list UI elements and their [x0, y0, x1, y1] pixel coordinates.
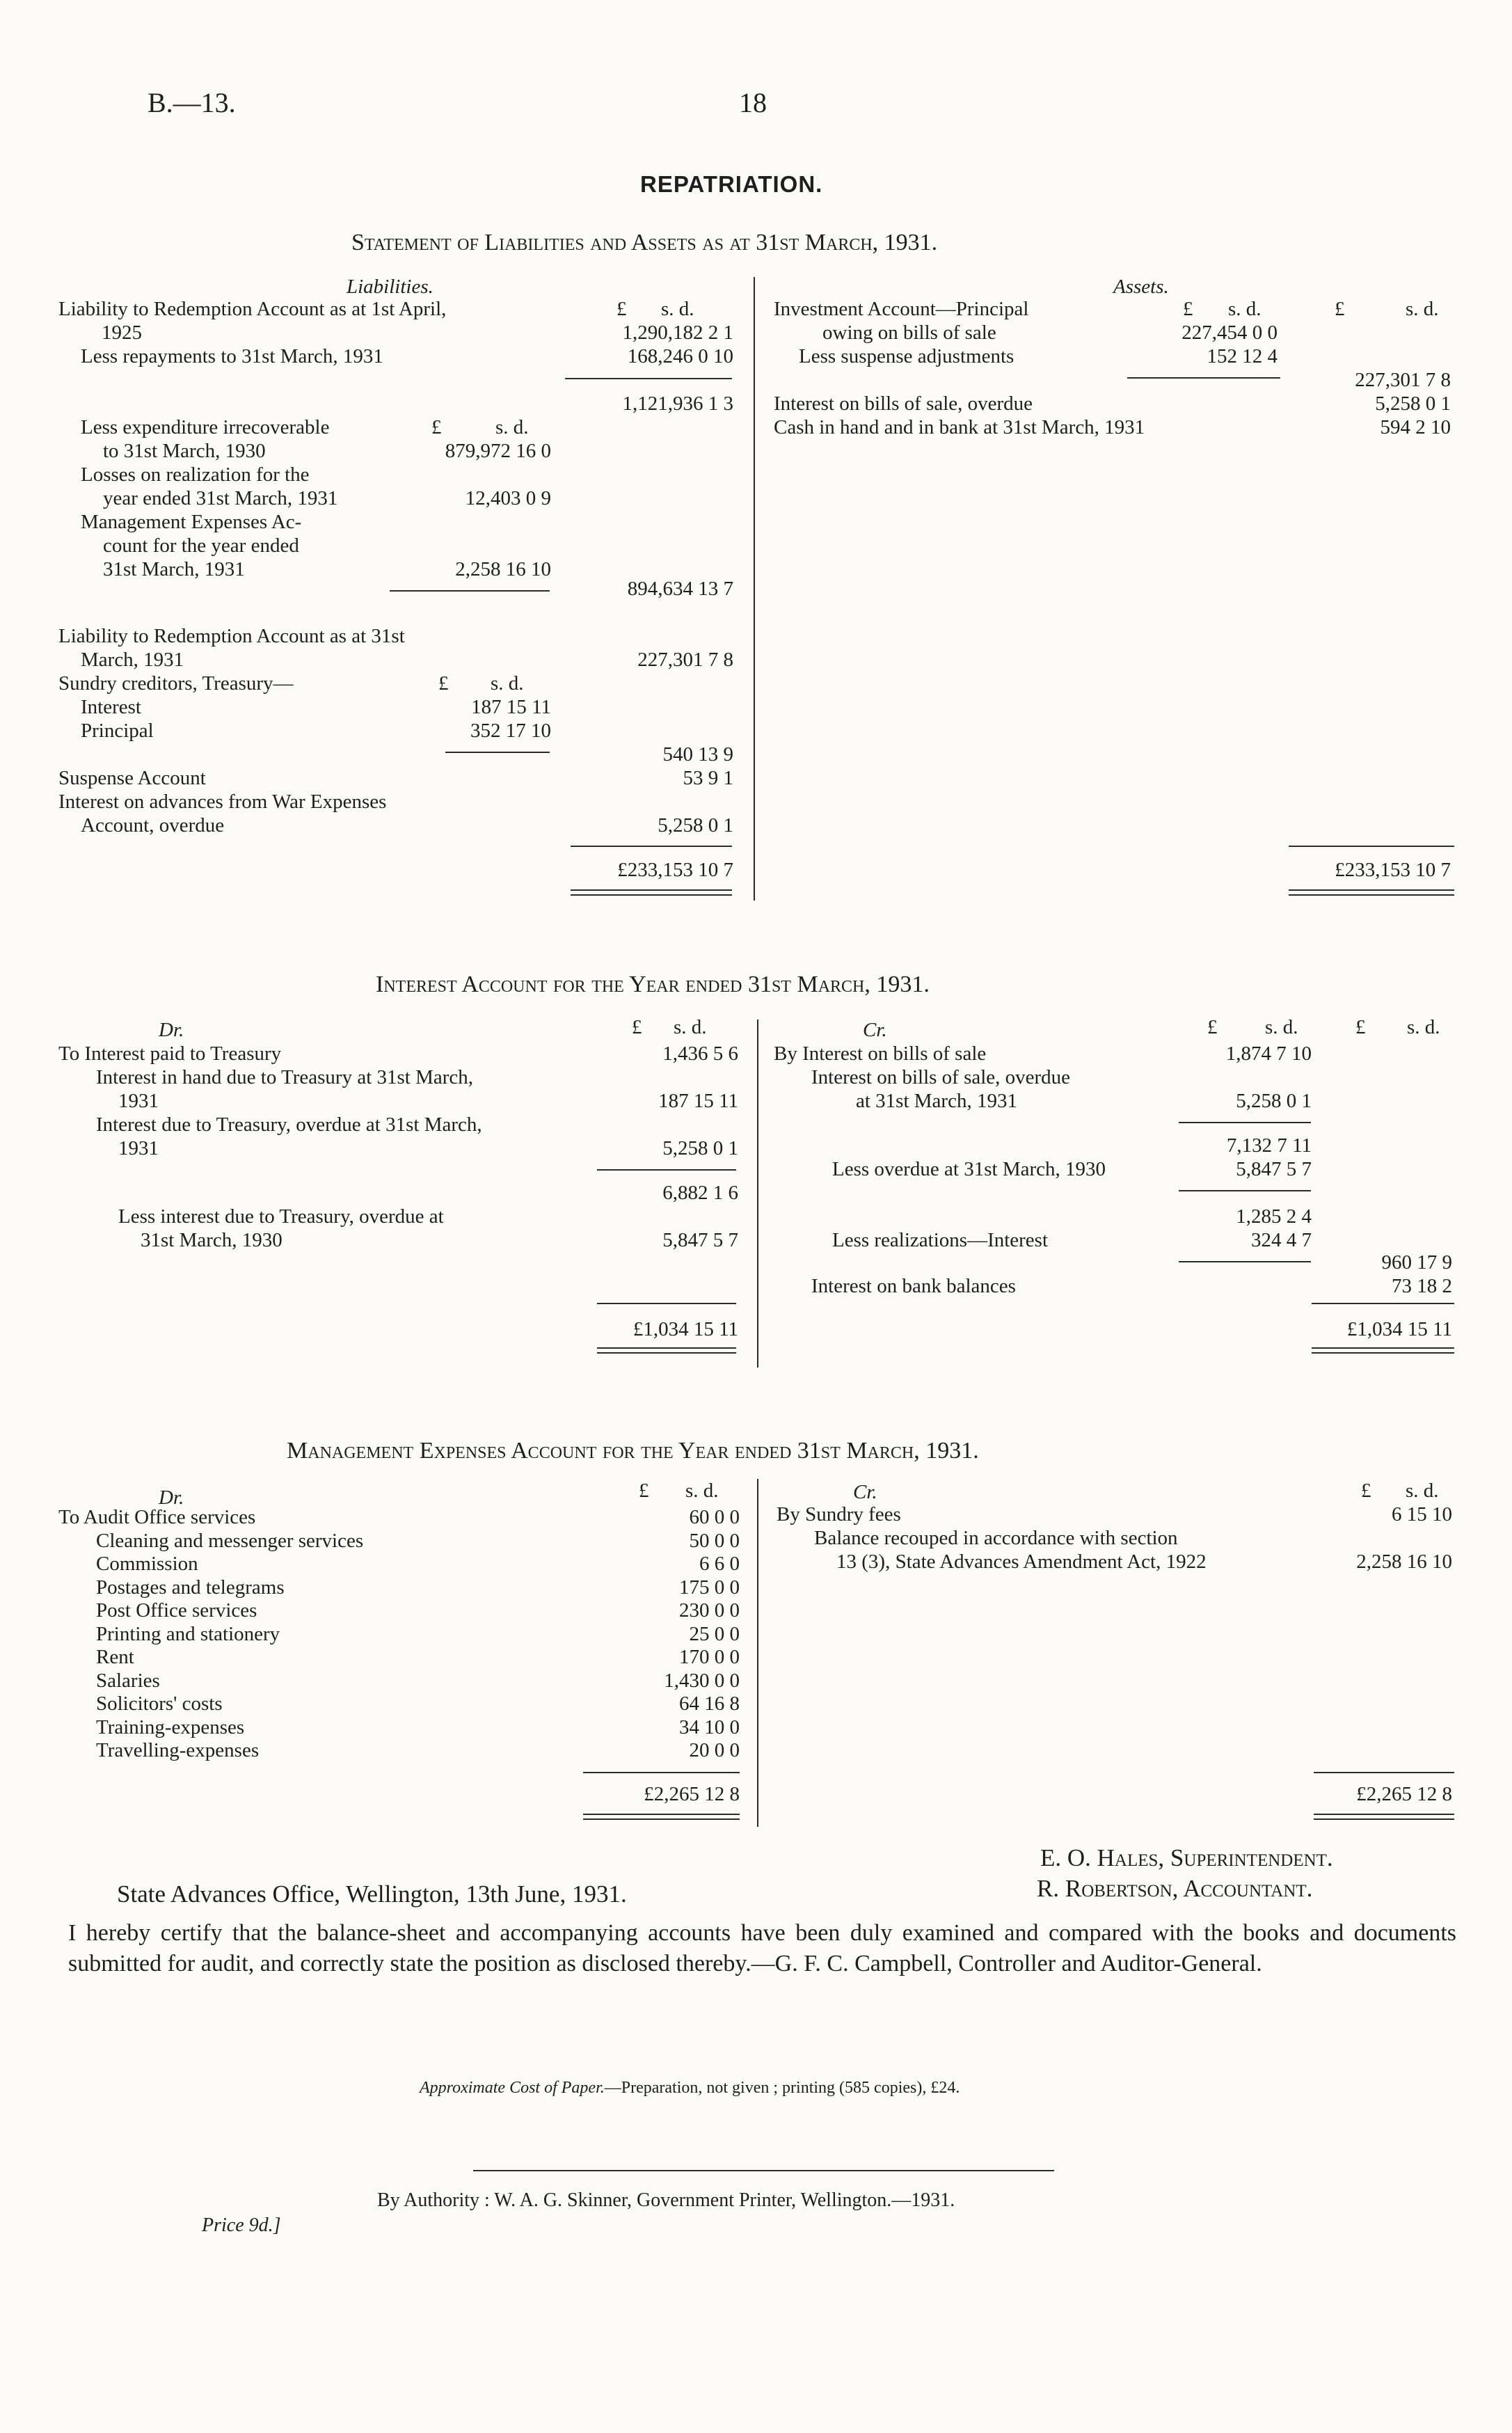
liab-exp-sd: s. d. [495, 416, 529, 438]
cost-text: —Preparation, not given ; printing (585 copies), £24. [604, 2079, 960, 2097]
mgmt-dr-item-amount: 1,430 0 0 [664, 1670, 740, 1692]
mgmt-dr-item-label: To Audit Office services [58, 1506, 256, 1528]
document-code: B.—13. [148, 87, 236, 118]
asset-sd-header-1: s. d. [1228, 298, 1262, 320]
mgmt-dr-item-label: Post Office services [96, 1599, 257, 1622]
mgmt-cr-2-amount: 2,258 16 10 [1356, 1551, 1452, 1573]
interest-dr-3b: 1931 [118, 1137, 159, 1159]
mgmt-dr-item-amount: 230 0 0 [679, 1599, 740, 1622]
rule [1179, 1261, 1311, 1262]
mgmt-cr-sd: s. d. [1406, 1480, 1439, 1502]
mgmt-dr-item-label: Rent [96, 1646, 134, 1668]
interest-dr-3a: Interest due to Treasury, overdue at 31st March, [96, 1114, 482, 1136]
management-account-title: Management Expenses Account for the Year ended 31st March, 1931. [287, 1438, 979, 1464]
rule [1179, 1122, 1311, 1123]
liab-row-4-interest: Interest [81, 696, 141, 718]
liab-total: £233,153 10 7 [617, 859, 733, 881]
assets-heading: Assets. [1113, 276, 1169, 298]
liab-row-4-total: 540 13 9 [662, 743, 733, 766]
liab-subtotal-2: 894,634 13 7 [627, 578, 733, 600]
asset-row-3-amount: 594 2 10 [1380, 416, 1451, 438]
office-line: State Advances Office, Wellington, 13th June, 1931. [117, 1880, 627, 1908]
rule [1289, 894, 1454, 896]
cost-label: Approximate Cost of Paper. [420, 2079, 605, 2097]
mgmt-dr-item-amount: 64 16 8 [679, 1693, 740, 1715]
mgmt-dr-item-amount: 170 0 0 [679, 1646, 740, 1668]
liab-row-3b: March, 1931 [81, 649, 184, 671]
interest-account-divider [757, 1020, 758, 1368]
interest-dr-1-amount: 1,436 5 6 [662, 1043, 738, 1065]
asset-sd-header-2: s. d. [1406, 298, 1439, 320]
interest-cr-5-amount: 73 18 2 [1392, 1275, 1452, 1297]
mgmt-cr-2b: 13 (3), State Advances Amendment Act, 1922 [836, 1551, 1207, 1573]
rule [1314, 1814, 1454, 1815]
liab-row-4: Sundry creditors, Treasury— [58, 672, 294, 695]
mgmt-dr-item-label: Travelling-expenses [96, 1739, 260, 1761]
interest-dr-1: To Interest paid to Treasury [58, 1043, 282, 1065]
rule [1127, 377, 1280, 379]
rule [565, 378, 732, 379]
liab-row-4-pounds: £ [438, 672, 449, 695]
interest-dr-total: £1,034 15 11 [632, 1318, 738, 1340]
mgmt-dr-item-label: Printing and stationery [96, 1623, 280, 1645]
rule [583, 1814, 740, 1815]
interest-cr-sd-1: s. d. [1265, 1016, 1298, 1038]
interest-cr-total: £1,034 15 11 [1346, 1318, 1452, 1340]
interest-cr-2b: at 31st March, 1931 [856, 1090, 1017, 1112]
mgmt-cr-1: By Sundry fees [777, 1503, 901, 1525]
rule [571, 894, 732, 896]
interest-dr-sd: s. d. [674, 1016, 707, 1038]
mgmt-cr-2a: Balance recouped in accordance with section [814, 1527, 1178, 1549]
interest-cr-pounds-2: £ [1355, 1016, 1366, 1038]
mgmt-dr-item-amount: 25 0 0 [689, 1623, 740, 1645]
balance-sheet-title: Statement of Liabilities and Assets as at 31st March, 1931. [351, 230, 938, 255]
mgmt-cr-pounds: £ [1361, 1480, 1371, 1502]
mgmt-dr-item-amount: 20 0 0 [689, 1739, 740, 1761]
interest-cr-5: Interest on bank balances [811, 1275, 1016, 1297]
liab-row-4-interest-amount: 187 15 11 [471, 696, 551, 718]
interest-account-title: Interest Account for the Year ended 31st March, 1931. [376, 972, 930, 997]
page-number: 18 [739, 87, 767, 118]
rule [597, 1352, 736, 1354]
liab-sd-header: s. d. [661, 298, 694, 320]
mgmt-dr-item-label: Salaries [96, 1670, 160, 1692]
liab-exp-b-amount: 12,403 0 9 [465, 487, 551, 509]
signature-2: R. Robertson, Accountant. [1037, 1875, 1313, 1902]
mgmt-dr-item-label: Postages and telegrams [96, 1576, 285, 1599]
authority-line: By Authority : W. A. G. Skinner, Government Printer, Wellington.—1931. [377, 2189, 955, 2211]
interest-cr-2a: Interest on bills of sale, overdue [811, 1066, 1071, 1088]
rule [583, 1772, 740, 1773]
rule [597, 1347, 736, 1349]
rule [1312, 1352, 1454, 1354]
liab-exp-a-amount: 879,972 16 0 [445, 440, 551, 462]
interest-dr-subtotal: 6,882 1 6 [662, 1182, 738, 1204]
mgmt-dr-total: £2,265 12 8 [644, 1783, 740, 1805]
rule [390, 590, 550, 592]
rule [1179, 1190, 1311, 1191]
liab-exp-heading: Less expenditure irrecoverable [81, 416, 330, 438]
liab-exp-b1: Losses on realization for the [81, 463, 310, 486]
interest-dr-2-amount: 187 15 11 [658, 1090, 738, 1112]
mgmt-cr-1-amount: 6 15 10 [1392, 1503, 1452, 1525]
liab-row-4-principal-amount: 352 17 10 [470, 720, 551, 742]
interest-cr-3: Less overdue at 31st March, 1930 [832, 1158, 1106, 1180]
price: Price 9d.] [202, 2214, 281, 2236]
liab-row-5-amount: 53 9 1 [683, 767, 733, 789]
interest-dr-3-amount: 5,258 0 1 [662, 1137, 738, 1159]
asset-row-3: Cash in hand and in bank at 31st March, 1931 [774, 416, 1145, 438]
liab-row-1-amount: 1,290,182 2 1 [622, 322, 733, 344]
rule [445, 752, 550, 753]
liab-exp-b2: year ended 31st March, 1931 [103, 487, 338, 509]
asset-row-1-total: 227,301 7 8 [1355, 369, 1451, 391]
rule [597, 1169, 736, 1171]
liab-row-3a: Liability to Redemption Account as at 31st [58, 625, 405, 647]
liab-row-4-principal: Principal [81, 720, 154, 742]
interest-cr-4-amount: 324 4 7 [1251, 1229, 1312, 1251]
mgmt-dr-item-label: Solicitors' costs [96, 1693, 223, 1715]
auditor-certificate: I hereby certify that the balance-sheet and accompanying accounts have been duly examined and compared with the books and documents submitted for audit, and correctly state the position as disclosed thereby.—G. F. C. Campbell, Controller and Auditor-General. [68, 1920, 1456, 1976]
mgmt-cr-label: Cr. [853, 1481, 877, 1503]
asset-pounds-header-2: £ [1335, 298, 1345, 320]
interest-cr-subtotal-2: 1,285 2 4 [1236, 1205, 1312, 1228]
interest-cr-4: Less realizations—Interest [832, 1229, 1049, 1251]
mgmt-dr-item-amount: 60 0 0 [689, 1506, 740, 1528]
liab-exp-a: to 31st March, 1930 [103, 440, 266, 462]
asset-row-1b: owing on bills of sale [822, 322, 996, 344]
rule [571, 889, 732, 891]
rule [597, 1303, 736, 1304]
mgmt-dr-item-amount: 50 0 0 [689, 1530, 740, 1552]
mgmt-dr-item-amount: 34 10 0 [679, 1716, 740, 1738]
interest-cr-pounds-1: £ [1207, 1016, 1218, 1038]
liab-row-4-sd: s. d. [491, 672, 524, 695]
rule [1289, 846, 1454, 847]
asset-row-2: Interest on bills of sale, overdue [774, 393, 1033, 415]
liab-exp-c3: 31st March, 1931 [103, 558, 245, 580]
rule [1312, 1303, 1454, 1304]
interest-cr-1: By Interest on bills of sale [774, 1043, 987, 1065]
interest-cr-sd-2: s. d. [1407, 1016, 1440, 1038]
interest-dr-pounds: £ [632, 1016, 642, 1038]
asset-row-1: Investment Account—Principal [774, 298, 1029, 320]
interest-dr-label: Dr. [159, 1019, 184, 1041]
mgmt-dr-sd: s. d. [685, 1480, 719, 1502]
asset-pounds-header-1: £ [1183, 298, 1193, 320]
asset-row-1c-amount: 152 12 4 [1207, 345, 1278, 367]
liab-row-5: Suspense Account [58, 767, 206, 789]
interest-cr-label: Cr. [863, 1019, 887, 1041]
rule [1312, 1347, 1454, 1349]
rule [1314, 1818, 1454, 1820]
liab-row-1a: Liability to Redemption Account as at 1st April, [58, 298, 447, 320]
liab-row-1b: 1925 [102, 322, 142, 344]
signature-1: E. O. Hales, Superintendent. [1040, 1844, 1333, 1871]
interest-dr-2a: Interest in hand due to Treasury at 31st March, [96, 1066, 474, 1088]
rule [583, 1818, 740, 1820]
liab-subtotal-1: 1,121,936 1 3 [622, 393, 733, 415]
mgmt-dr-item-label: Cleaning and messenger services [96, 1530, 364, 1552]
rule [1289, 889, 1454, 891]
asset-row-2-amount: 5,258 0 1 [1375, 393, 1451, 415]
page-title: REPATRIATION. [640, 171, 823, 197]
asset-total: £233,153 10 7 [1335, 859, 1451, 881]
mgmt-dr-item-label: Training-expenses [96, 1716, 245, 1738]
mgmt-dr-item-amount: 175 0 0 [679, 1576, 740, 1599]
mgmt-dr-label: Dr. [159, 1487, 184, 1509]
interest-dr-4a: Less interest due to Treasury, overdue at [118, 1205, 444, 1228]
liab-exp-c1: Management Expenses Ac- [81, 511, 302, 533]
balance-sheet-divider [754, 277, 755, 901]
mgmt-dr-item-amount: 6 6 0 [699, 1553, 740, 1575]
asset-row-1b-amount: 227,454 0 0 [1181, 322, 1278, 344]
footer-rule [473, 2170, 1054, 2171]
interest-cr-3-amount: 5,847 5 7 [1236, 1158, 1312, 1180]
mgmt-dr-item-label: Commission [96, 1553, 198, 1575]
cost-note [420, 2079, 960, 2096]
rule [1314, 1772, 1454, 1773]
liab-row-6a: Interest on advances from War Expenses [58, 791, 387, 813]
interest-cr-2-amount: 5,258 0 1 [1236, 1090, 1312, 1112]
interest-cr-subtotal-1: 7,132 7 11 [1226, 1134, 1312, 1157]
interest-dr-4b: 31st March, 1930 [141, 1229, 282, 1251]
liab-exp-pounds: £ [431, 416, 442, 438]
liab-row-2: Less repayments to 31st March, 1931 [81, 345, 383, 367]
liab-row-6-amount: 5,258 0 1 [658, 814, 733, 837]
liab-row-3-amount: 227,301 7 8 [637, 649, 733, 671]
liab-exp-c2: count for the year ended [103, 534, 299, 557]
liabilities-heading: Liabilities. [347, 276, 433, 298]
liab-exp-c-amount: 2,258 16 10 [455, 558, 551, 580]
mgmt-cr-total: £2,265 12 8 [1356, 1783, 1452, 1805]
liab-row-6b: Account, overdue [81, 814, 225, 837]
liab-pounds-header: £ [616, 298, 627, 320]
liab-row-2-amount: 168,246 0 10 [627, 345, 733, 367]
interest-cr-subtotal-3: 960 17 9 [1381, 1251, 1452, 1274]
management-account-divider [757, 1479, 758, 1827]
mgmt-dr-pounds: £ [639, 1480, 649, 1502]
asset-row-1c: Less suspense adjustments [799, 345, 1014, 367]
interest-dr-2b: 1931 [118, 1090, 159, 1112]
interest-cr-1-amount: 1,874 7 10 [1225, 1043, 1312, 1065]
interest-dr-4-amount: 5,847 5 7 [662, 1229, 738, 1251]
rule [571, 846, 732, 847]
